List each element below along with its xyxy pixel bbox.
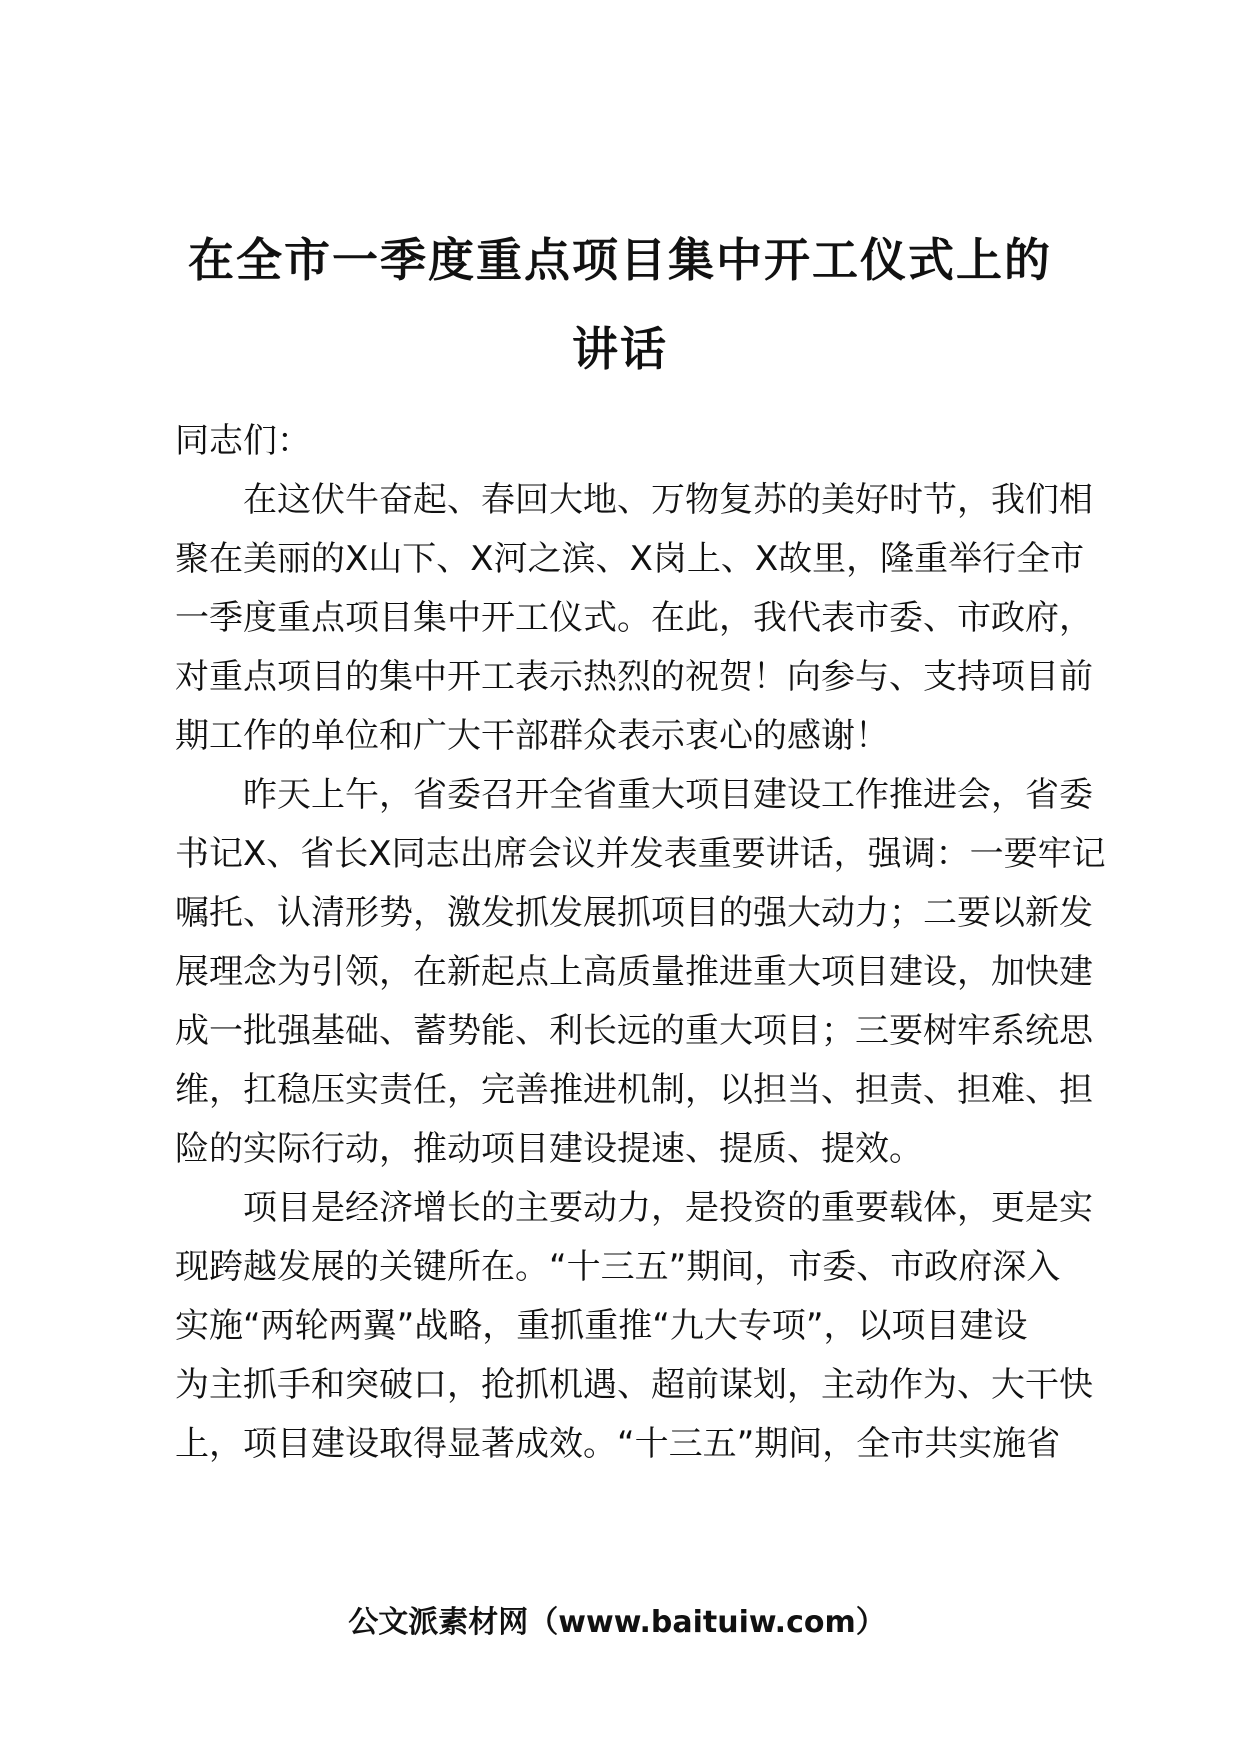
paragraph-line: 展理念为引领，在新起点上高质量推进重大项目建设，加快建	[175, 952, 1093, 992]
paragraph-line: 在这伏牛奋起、春回大地、万物复苏的美好时节，我们相	[243, 480, 1093, 520]
document-title-line-2: 讲话	[572, 322, 668, 376]
paragraph-3	[175, 1179, 1093, 1474]
paragraph-line: 险的实际行动，推动项目建设提速、提质、提效。	[175, 1129, 923, 1169]
paragraph-line: 昨天上午，省委召开全省重大项目建设工作推进会，省委	[243, 775, 1093, 815]
paragraph-line: 书记X、省长X同志出席会议并发表重要讲话，强调：一要牢记	[175, 834, 1106, 874]
paragraph-line: 聚在美丽的X山下、X河之滨、X岗上、X故里，隆重举行全市	[175, 539, 1085, 579]
paragraph-line: 对重点项目的集中开工表示热烈的祝贺！向参与、支持项目前	[175, 657, 1093, 697]
salutation: 同志们：	[175, 421, 311, 461]
footer-source: 公文派素材网（www.baituiw.com）	[348, 1605, 886, 1640]
paragraph-2	[175, 766, 1106, 1179]
paragraph-line: 期工作的单位和广大干部群众表示衷心的感谢！	[175, 716, 889, 756]
paragraph-line: 现跨越发展的关键所在。“十三五”期间，市委、市政府深入	[175, 1247, 1061, 1287]
document-body	[175, 412, 1106, 1474]
paragraph-line: 上，项目建设取得显著成效。“十三五”期间，全市共实施省	[175, 1424, 1061, 1464]
paragraph-line: 成一批强基础、蓄势能、利长远的重大项目；三要树牢系统思	[175, 1011, 1093, 1051]
paragraph-line: 项目是经济增长的主要动力，是投资的重要载体，更是实	[243, 1188, 1093, 1228]
paragraph-line: 实施“两轮两翼”战略，重抓重推“九大专项”，以项目建设	[175, 1306, 1028, 1346]
paragraph-line: 一季度重点项目集中开工仪式。在此，我代表市委、市政府，	[175, 598, 1093, 638]
paragraph-line: 嘱托、认清形势，激发抓发展抓项目的强大动力；二要以新发	[175, 893, 1093, 933]
document-title-line-1: 在全市一季度重点项目集中开工仪式上的	[188, 233, 1052, 287]
paragraph-line: 为主抓手和突破口，抢抓机遇、超前谋划，主动作为、大干快	[175, 1365, 1093, 1405]
paragraph-line: 维，扛稳压实责任，完善推进机制，以担当、担责、担难、担	[175, 1070, 1093, 1110]
paragraph-1	[175, 471, 1093, 766]
